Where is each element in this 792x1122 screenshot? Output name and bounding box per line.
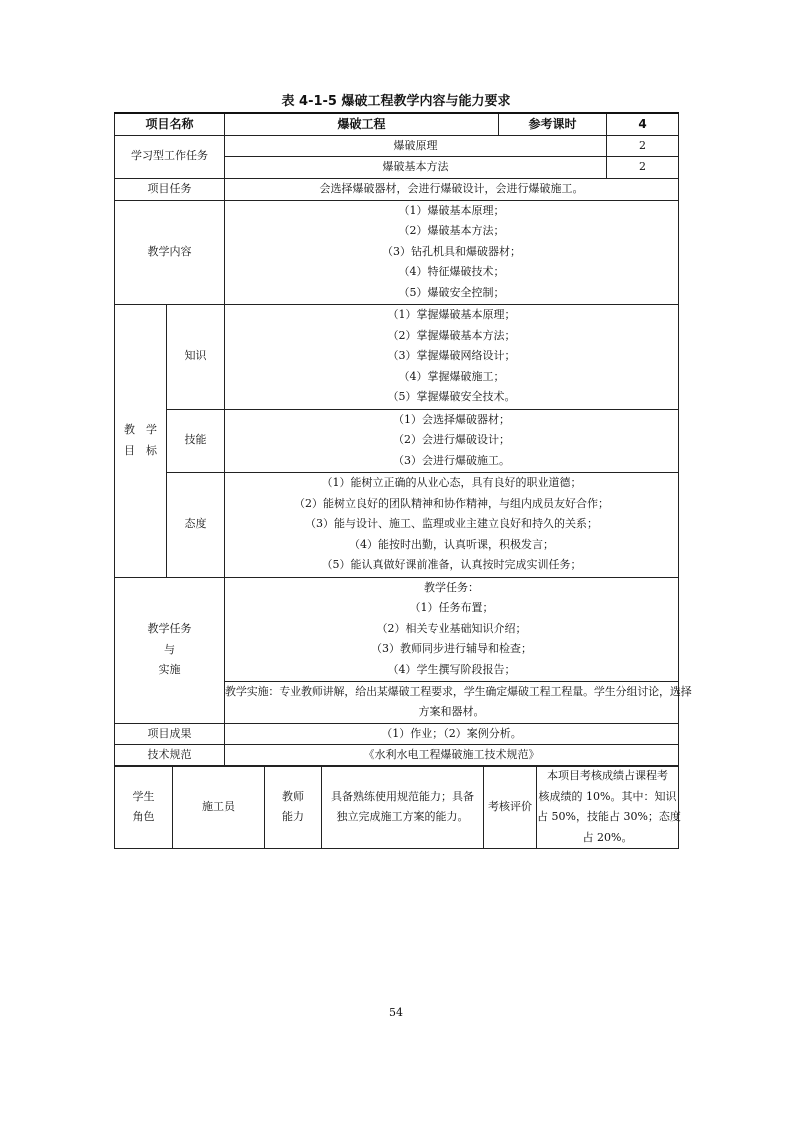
results-text: （1）作业；（2）案例分析。 bbox=[225, 723, 679, 745]
assessment-text bbox=[537, 766, 679, 849]
list-item: （1）能树立正确的从业心态，具有良好的职业道德； bbox=[321, 476, 582, 490]
attitude-list bbox=[225, 472, 679, 577]
teacher-ability bbox=[322, 766, 484, 849]
teacher-ability-label-line: 教师 bbox=[282, 789, 304, 803]
student-role-label-line: 学生 bbox=[132, 789, 155, 803]
list-item: （4）学生撰写阶段报告； bbox=[387, 662, 516, 676]
knowledge-label: 知识 bbox=[167, 304, 225, 409]
goals-label bbox=[115, 304, 167, 577]
implementation-text-line: 方案和器材。 bbox=[418, 705, 485, 718]
list-item: （4）特征爆破技术； bbox=[398, 265, 505, 279]
goals-label-line: 教 学 bbox=[124, 423, 157, 436]
skill-list bbox=[225, 409, 679, 472]
standards-label: 技术规范 bbox=[115, 745, 225, 767]
implementation-row bbox=[115, 577, 679, 681]
list-item: （5）掌握爆破安全技术。 bbox=[387, 390, 516, 404]
assessment-line: 本项目考核成绩占课程考 bbox=[547, 769, 668, 782]
standards-row bbox=[115, 745, 679, 767]
page-number: 54 bbox=[389, 1006, 403, 1019]
ref-hours-label: 参考课时 bbox=[499, 113, 607, 135]
teacher-ability-label bbox=[265, 766, 322, 849]
table-caption: 表 4-1-5 爆破工程教学内容与能力要求 bbox=[281, 94, 511, 109]
goals-label-line: 目 标 bbox=[124, 443, 157, 457]
header-row bbox=[115, 113, 679, 135]
list-item: （2）能树立良好的团队精神和协作精神，与组内成员友好合作； bbox=[294, 496, 610, 510]
list-item: （3）能与设计、施工、监理或业主建立良好和持久的关系； bbox=[305, 517, 599, 531]
list-item: （2）掌握爆破基本方法； bbox=[387, 328, 516, 342]
list-item: （5）爆破安全控制； bbox=[398, 285, 505, 299]
list-item: 教学任务： bbox=[424, 580, 480, 594]
student-role: 施工员 bbox=[173, 766, 265, 849]
skill-label: 技能 bbox=[167, 409, 225, 472]
list-item: （2）爆破基本方法； bbox=[398, 224, 505, 238]
implementation-label bbox=[115, 577, 225, 723]
assessment-line: 核成绩的 10%。其中：知识 bbox=[538, 789, 677, 803]
implementation-label-line: 实施 bbox=[158, 663, 181, 677]
content-list bbox=[225, 200, 679, 304]
list-item: （4）能按时出勤，认真听课，积极发言； bbox=[349, 537, 555, 551]
tasks-label: 学习型工作任务 bbox=[115, 135, 225, 178]
list-item: （1）任务布置； bbox=[409, 601, 494, 615]
task-hours: 2 bbox=[607, 157, 679, 179]
teacher-ability-label-line: 能力 bbox=[282, 810, 304, 823]
list-item: （4）掌握爆破施工； bbox=[398, 369, 505, 383]
implementation-detail bbox=[225, 681, 692, 723]
list-item: （1）会选择爆破器材； bbox=[393, 412, 511, 426]
project-task-row bbox=[115, 178, 679, 200]
list-item: （3）会进行爆破施工。 bbox=[393, 453, 511, 467]
implementation-label-line: 与 bbox=[164, 642, 175, 656]
knowledge-row bbox=[115, 304, 679, 409]
teacher-ability-line: 具备熟练使用规范能力；具备 bbox=[331, 789, 474, 803]
project-task-text: 会选择爆破器材，会进行爆破设计，会进行爆破施工。 bbox=[225, 178, 679, 200]
task-name: 爆破基本方法 bbox=[225, 157, 607, 179]
teaching-table bbox=[114, 112, 692, 767]
teacher-ability-line: 独立完成施工方案的能力。 bbox=[336, 810, 469, 823]
list-item: （3）钻孔机具和爆破器材； bbox=[382, 244, 522, 258]
content-label: 教学内容 bbox=[115, 200, 225, 304]
assessment-line: 占 50%，技能占 30%；态度 bbox=[537, 810, 681, 823]
list-item: （1）爆破基本原理； bbox=[398, 203, 505, 217]
knowledge-list bbox=[225, 304, 679, 409]
attitude-label: 态度 bbox=[167, 472, 225, 577]
list-item: （2）会进行爆破设计； bbox=[393, 433, 511, 447]
assessment-line: 占 20%。 bbox=[582, 830, 633, 844]
skill-row bbox=[115, 409, 679, 472]
student-role-label bbox=[115, 766, 173, 849]
attitude-row bbox=[115, 472, 679, 577]
project-name: 爆破工程 bbox=[225, 113, 499, 135]
results-label: 项目成果 bbox=[115, 723, 225, 745]
assessment-label: 考核评价 bbox=[484, 766, 537, 849]
standards-text: 《水利水电工程爆破施工技术规范》 bbox=[225, 745, 679, 767]
implementation-text-line: 教学实施：专业教师讲解，给出某爆破工程要求，学生确定爆破工程工程量。学生分组讨论，选择 bbox=[225, 684, 692, 698]
student-role-label-line: 角色 bbox=[132, 810, 155, 823]
project-name-label: 项目名称 bbox=[115, 113, 225, 135]
results-row bbox=[115, 723, 679, 745]
roles-row bbox=[115, 766, 679, 849]
content-row bbox=[115, 200, 679, 304]
task-hours: 2 bbox=[607, 135, 679, 157]
list-item: （3）掌握爆破网络设计； bbox=[387, 349, 516, 363]
implementation-label-line: 教学任务 bbox=[147, 622, 192, 636]
list-item: （5）能认真做好课前准备，认真按时完成实训任务； bbox=[321, 558, 582, 572]
task-row bbox=[115, 135, 679, 157]
task-name: 爆破原理 bbox=[225, 135, 607, 157]
roles-table bbox=[114, 765, 679, 849]
list-item: （1）掌握爆破基本原理； bbox=[387, 308, 516, 322]
project-task-label: 项目任务 bbox=[115, 178, 225, 200]
ref-hours: 4 bbox=[607, 113, 679, 135]
list-item: （3）教师同步进行辅导和检查； bbox=[371, 642, 533, 656]
list-item: （2）相关专业基础知识介绍； bbox=[376, 621, 527, 635]
implementation-task-list bbox=[225, 577, 679, 681]
